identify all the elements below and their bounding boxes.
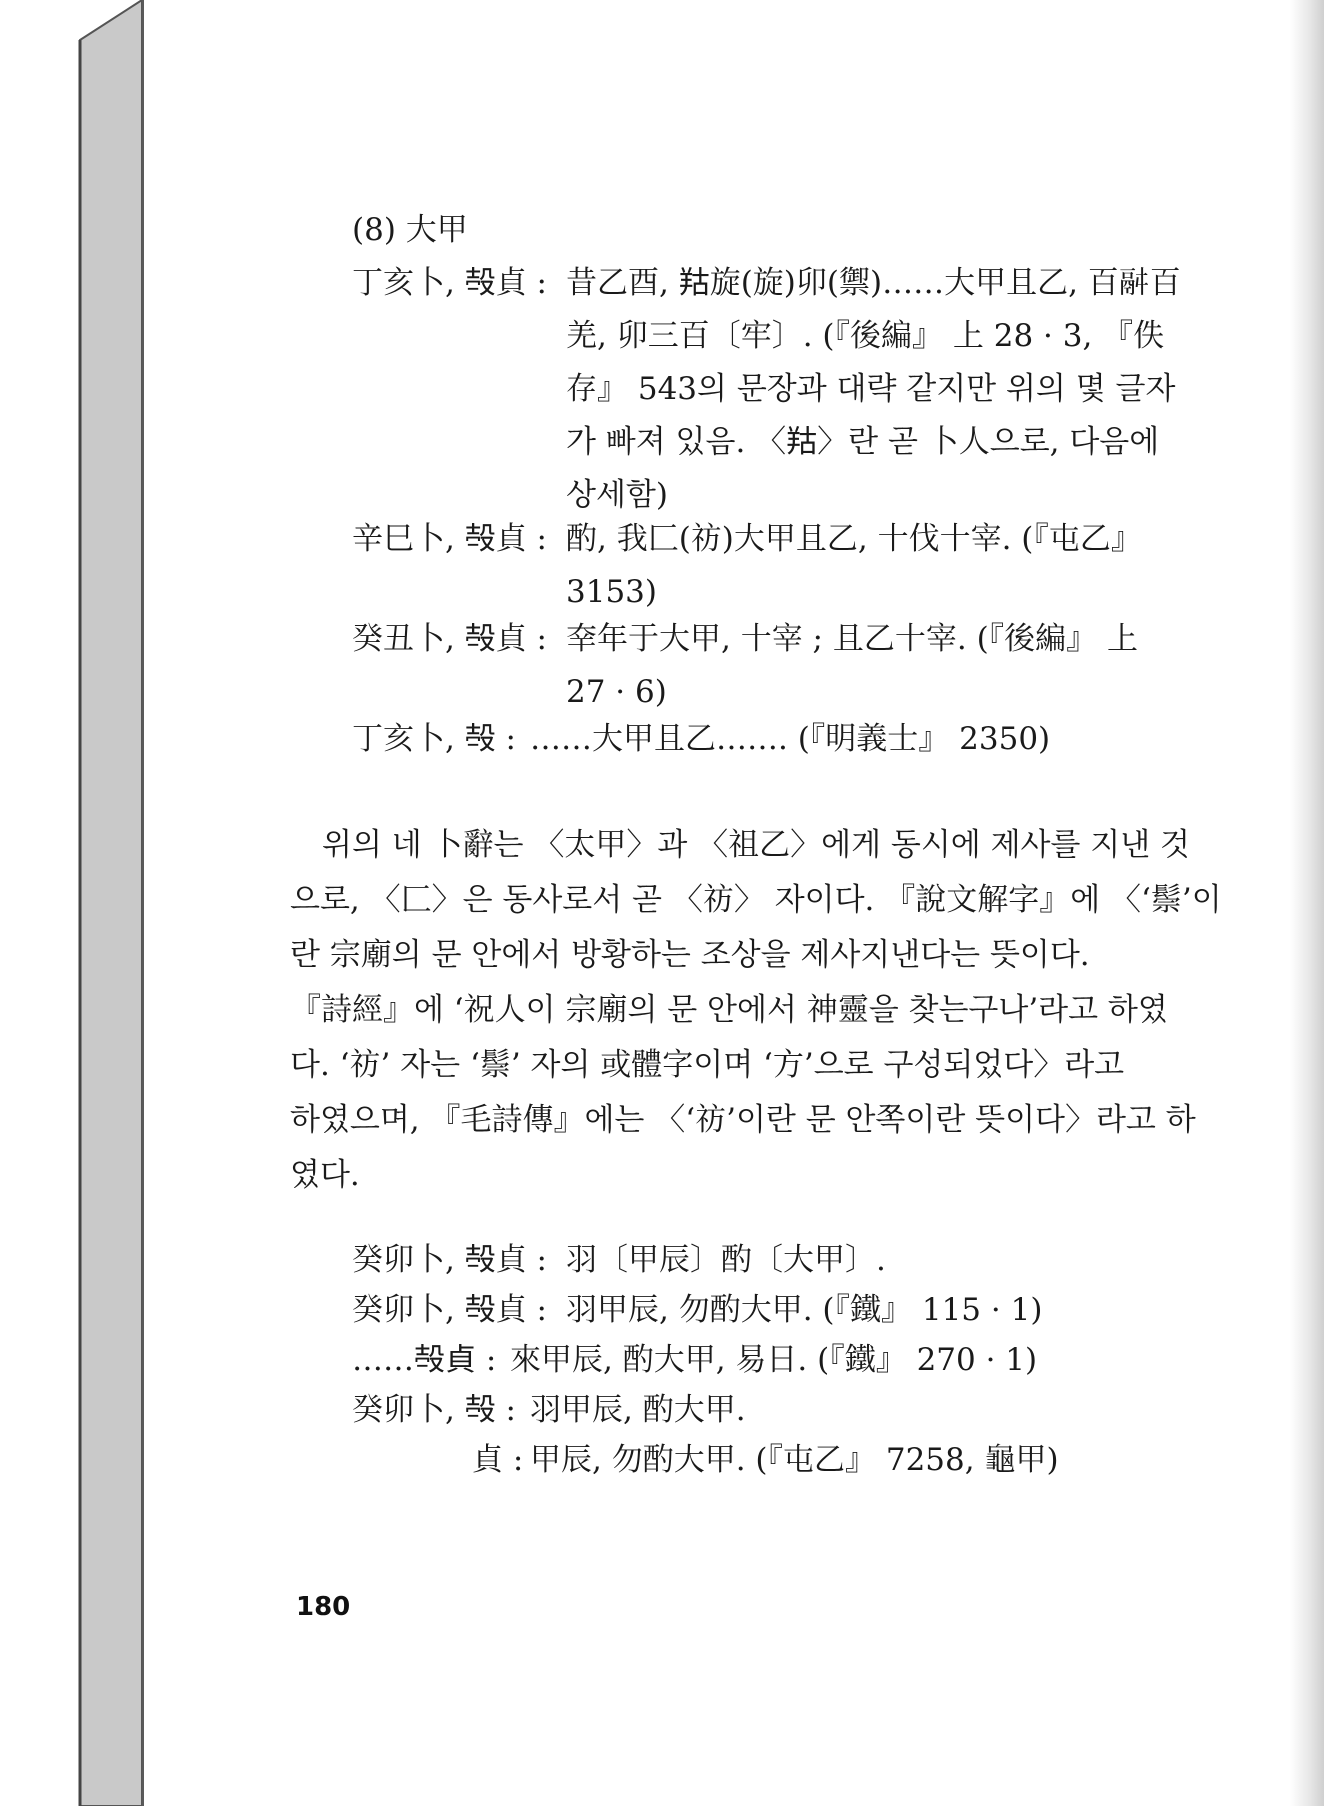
page-edge-shadow — [1290, 0, 1324, 1806]
entry-line: ……大甲且乙……. (『明義士』 2350) — [530, 721, 1051, 757]
entry-label: 癸卯卜, 𣪊貞 : — [352, 1292, 548, 1328]
entry-line: 가 빠져 있음. 〈𦍩〉란 곧 卜人으로, 다음에 — [566, 424, 1160, 460]
paragraph-line: 였다. — [290, 1157, 360, 1193]
entry-line: 3153) — [566, 574, 657, 610]
entry-line: 羌, 卯三百〔牢〕. (『後編』 上 28 · 3, 『佚 — [566, 318, 1165, 354]
section-heading: (8) 大甲 — [352, 212, 468, 248]
paragraph-line: 란 宗廟의 문 안에서 방황하는 조상을 제사지낸다는 뜻이다. — [290, 937, 1090, 973]
entry-label: 癸丑卜, 𣪊貞 : — [352, 621, 548, 657]
page-number: 180 — [296, 1592, 351, 1622]
entry-label: ……𣪊貞 : — [352, 1342, 497, 1378]
entry-line: 來甲辰, 酌大甲, 易日. (『鐵』 270 · 1) — [510, 1342, 1038, 1378]
entry-line: 昔乙酉, 𦍩旋(旋)卯(禦)……大甲且乙, 百𩰫百 — [566, 265, 1181, 301]
paragraph-line: 『詩經』에 ‘祝人이 宗廟의 문 안에서 神靈을 찾는구나’라고 하였 — [290, 992, 1168, 1028]
entry-label: 辛巳卜, 𣪊貞 : — [352, 521, 548, 557]
entry-line: 羽甲辰, 酌大甲. — [530, 1392, 746, 1428]
entry-line: 酌, 我匚(祊)大甲且乙, 十伐十宰. (『屯乙』 — [566, 521, 1142, 557]
entry-line: 羽〔甲辰〕酌〔大甲〕. — [566, 1242, 886, 1278]
entry-line: 甲辰, 勿酌大甲. (『屯乙』 7258, 龜甲) — [530, 1442, 1059, 1478]
entry-label: 貞 : — [472, 1442, 524, 1478]
entry-line: 存』 543의 문장과 대략 같지만 위의 몇 글자 — [566, 371, 1176, 407]
entry-label: 癸卯卜, 𣪊貞 : — [352, 1242, 548, 1278]
body-paragraph — [290, 818, 1222, 1203]
paragraph-line: 하였으며, 『毛詩傳』에는 〈‘祊’이란 문 안쪽이란 뜻이다〉라고 하 — [290, 1102, 1196, 1138]
paragraph-line: 으로, 〈匚〉은 동사로서 곧 〈祊〉 자이다. 『說文解字』에 〈‘鬃’이 — [290, 882, 1222, 918]
entry-line: 상세함) — [566, 477, 668, 513]
entry-line: 羽甲辰, 勿酌大甲. (『鐵』 115 · 1) — [566, 1292, 1043, 1328]
entry-line: 27 · 6) — [566, 674, 667, 710]
paragraph-line: 다. ‘祊’ 자는 ‘鬃’ 자의 或體字이며 ‘方’으로 구성되었다〉라고 — [290, 1047, 1125, 1083]
entry-label: 丁亥卜, 𣪊 : — [352, 721, 517, 757]
entry-line: 㚔年于大甲, 十宰 ; 且乙十宰. (『後編』 上 — [566, 621, 1139, 657]
paragraph-line: 위의 네 卜辭는 〈太甲〉과 〈祖乙〉에게 동시에 제사를 지낸 것 — [322, 827, 1190, 863]
entry-label: 丁亥卜, 𣪊貞 : — [352, 265, 548, 301]
entry-label: 癸卯卜, 𣪊 : — [352, 1392, 517, 1428]
